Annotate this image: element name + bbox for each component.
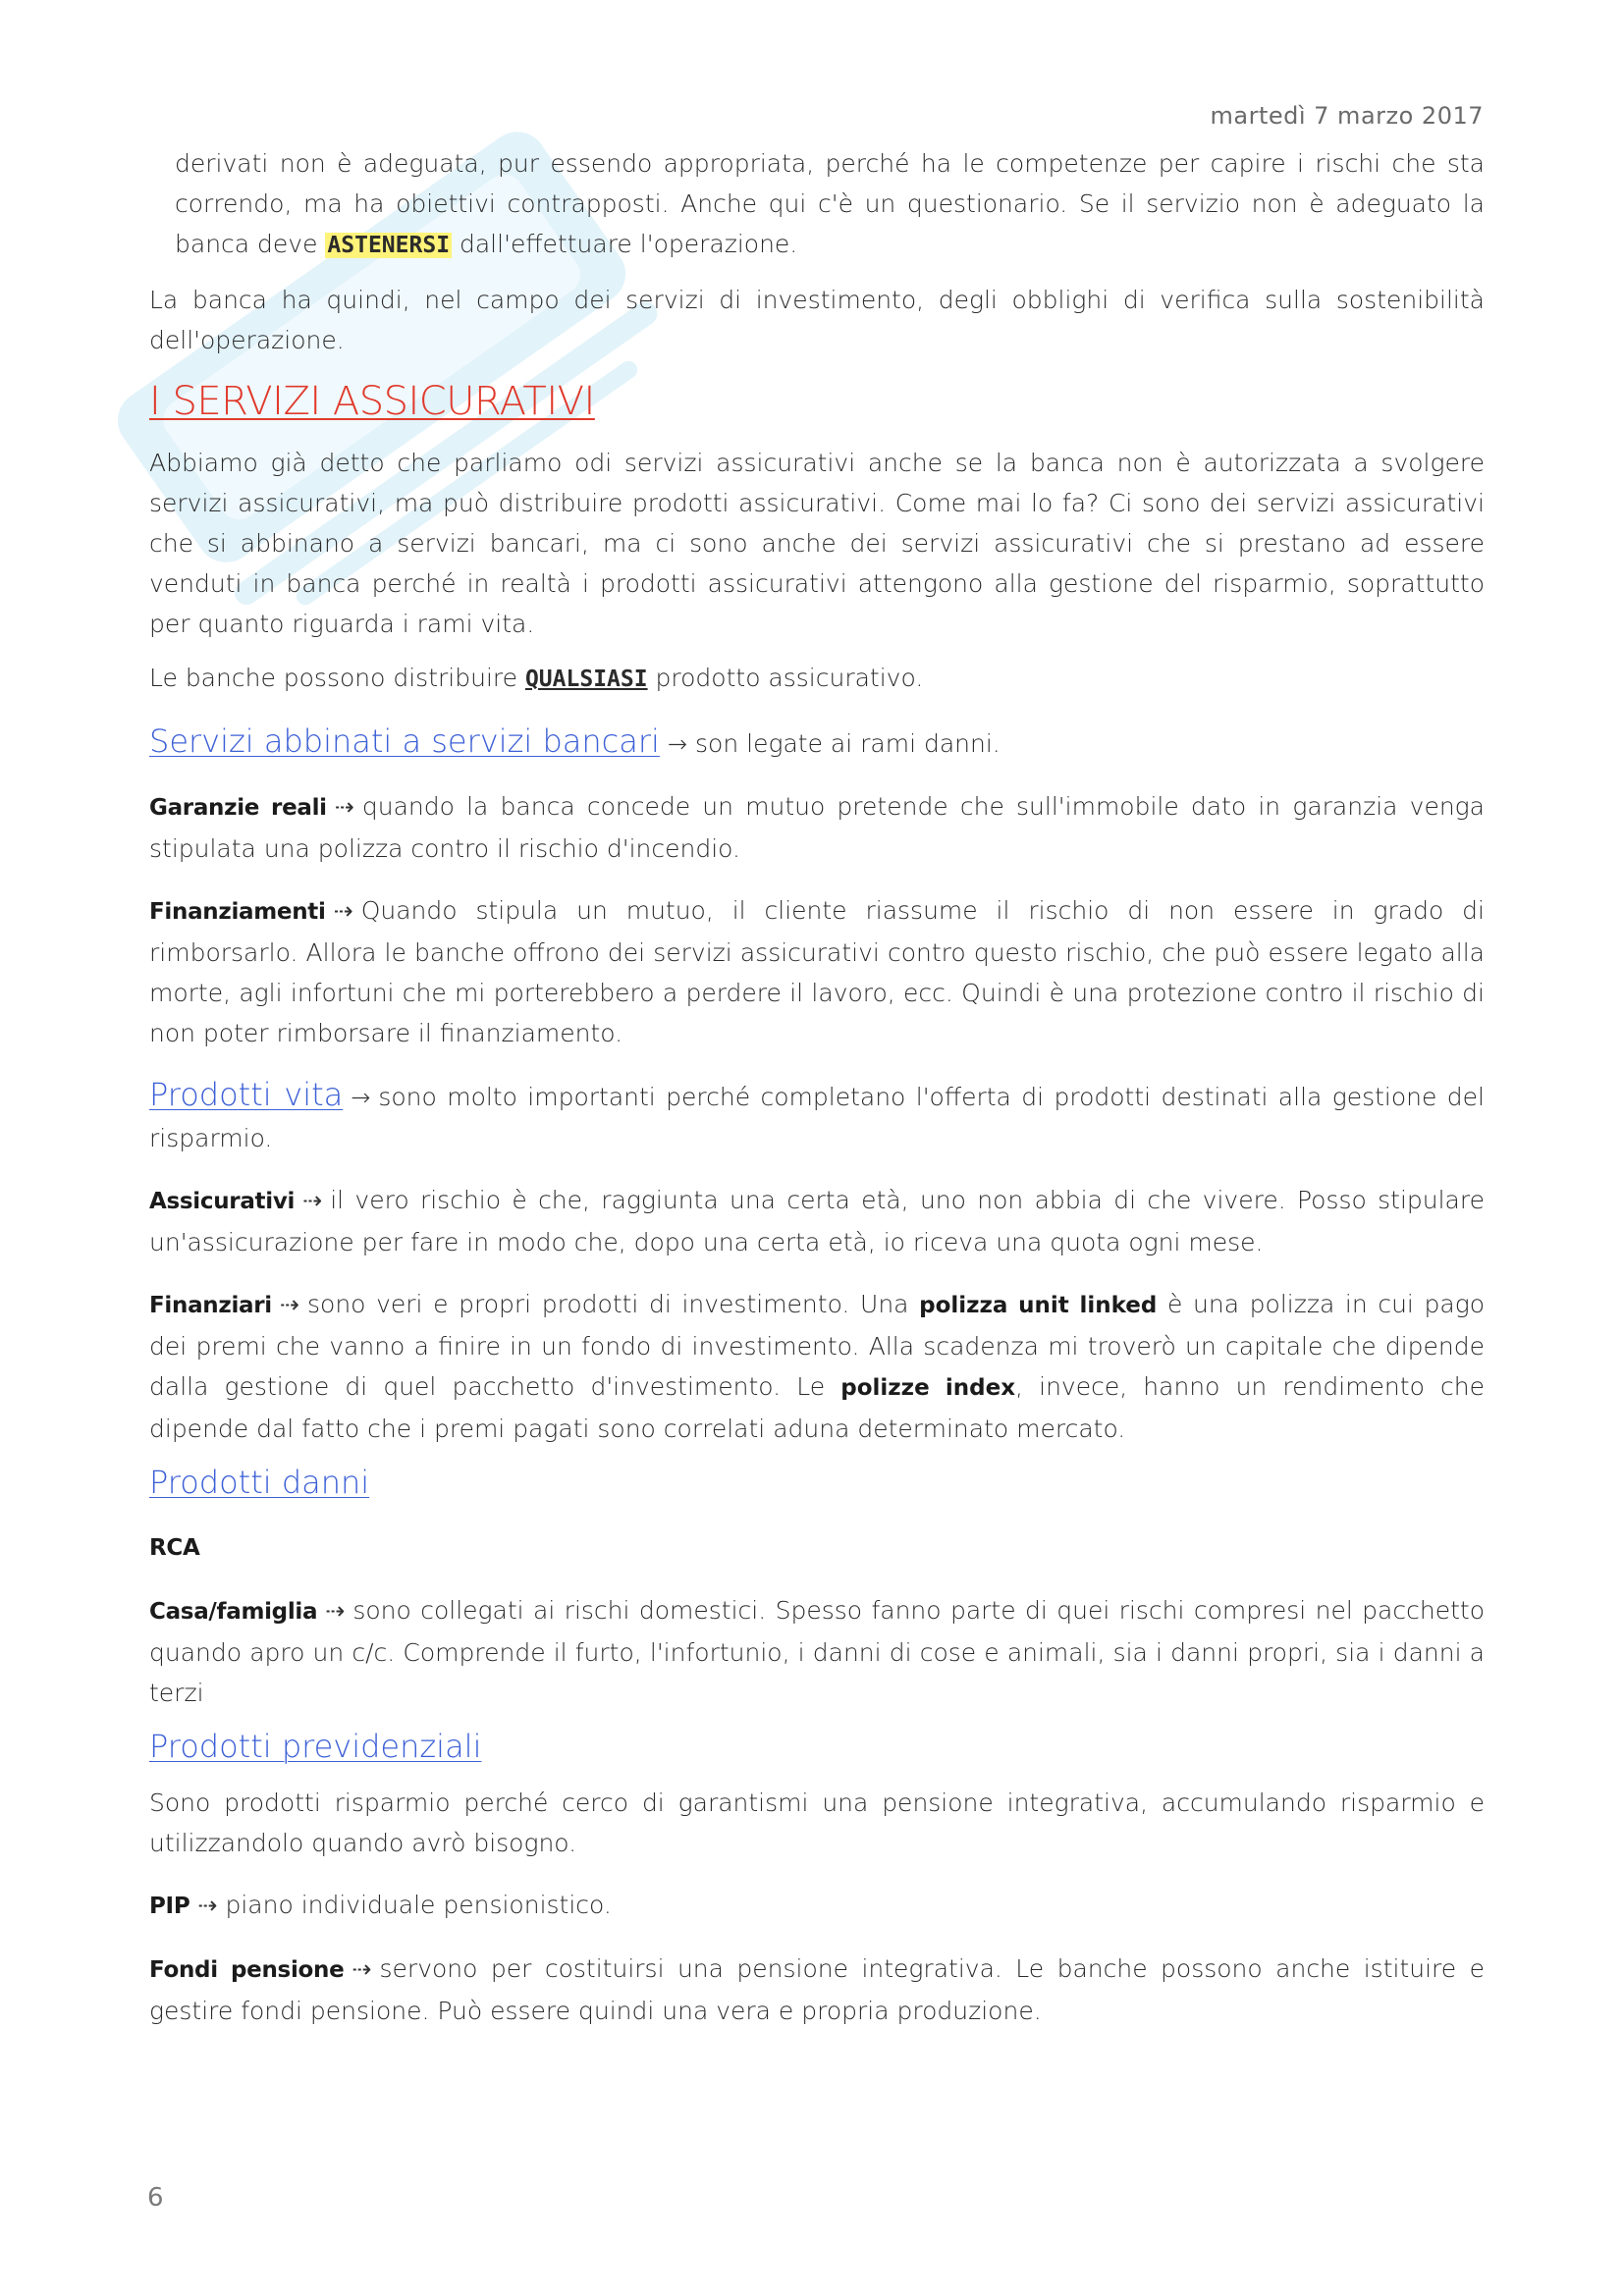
dashed-arrow-icon: ⇢: [197, 1892, 218, 1919]
finanziari-text-a: sono veri e propri prodotti di investimento. Una: [307, 1290, 920, 1318]
arrow-icon: →: [667, 730, 688, 758]
finanziamenti-text: Quando stipula un mutuo, il cliente riassume il rischio di non essere in grado di rimborsarlo. Allora le banche offrono dei servizi assicurativi contro questo rischio, che può essere legato alla morte, agli infortuni che mi porterebbero a perdere il lavoro, ecc. Quindi è una protezione contro il rischio di non poter rimborsare il finanziamento.: [149, 896, 1485, 1047]
casa-paragraph: [149, 1590, 1485, 1713]
abbinati-heading-line: [149, 721, 1485, 765]
subheading-abbinati: Servizi abbinati a servizi bancari: [149, 722, 660, 760]
previdenziali-heading-line: [149, 1727, 1485, 1769]
term-garanzie-reali: Garanzie reali: [149, 795, 327, 821]
fondi-text: servono per costituirsi una pensione integrativa. Le banche possono anche istituire e gestire fondi pensione. Può essere quindi una vera e propria produzione.: [149, 1954, 1485, 2025]
garanzie-paragraph: [149, 786, 1485, 869]
section-title: I SERVIZI ASSICURATIVI: [149, 379, 595, 424]
assicurativi-text: il vero rischio è che, raggiunta una certa età, uno non abbia di che vivere. Posso stipulare un'assicurazione per fare in modo che, dopo una certa età, io riceva una quota ogni mese.: [149, 1186, 1485, 1256]
term-casa-famiglia: Casa/famiglia: [149, 1599, 318, 1625]
finanziari-text-d: , invece, hanno un rendimento che dipende dal fatto che i premi pagati sono correlati aduna determinato mercato.: [149, 1372, 1485, 1443]
term-rca: RCA: [149, 1535, 200, 1561]
assicurativi-paragraph: [149, 1180, 1485, 1262]
dashed-arrow-icon: ⇢: [279, 1291, 299, 1318]
section-p2-text-b: prodotto assicurativo.: [647, 664, 924, 692]
previdenziali-paragraph: Sono prodotti risparmio perché cerco di garantismi una pensione integrativa, accumulando risparmio e utilizzandolo quando avrò bisogno.: [149, 1789, 1485, 1857]
intro-paragraph-2: La banca ha quindi, nel campo dei servizi di investimento, degli obblighi di verifica sulla sostenibilità dell'operazione.: [149, 286, 1485, 354]
term-unit-linked: polizza unit linked: [919, 1293, 1158, 1318]
subheading-prodotti-danni: Prodotti danni: [149, 1464, 370, 1501]
dashed-arrow-icon: ⇢: [352, 1955, 372, 1983]
term-pip: PIP: [149, 1894, 190, 1919]
page-number: 6: [147, 2183, 164, 2213]
pip-text: piano individuale pensionistico.: [225, 1891, 612, 1919]
arrow-icon: →: [351, 1084, 371, 1111]
emphasis-qualsiasi: QUALSIASI: [524, 667, 648, 692]
finanziari-text-c: è una polizza in cui pago dei premi che vanno a finire in un fondo di investimento. Alla scadenza mi troverò un capitale che dipende dalla gestione di quel pacchetto d'investimento. Le: [149, 1290, 1485, 1401]
finanziari-paragraph: [149, 1284, 1485, 1449]
fondi-paragraph: [149, 1949, 1485, 2031]
vita-desc: sono molto importanti perché completano l'offerta di prodotti destinati alla gestione del risparmio.: [149, 1083, 1485, 1152]
pip-paragraph: [149, 1885, 1485, 1927]
intro-text-b: dall'effettuare l'operazione.: [452, 230, 798, 258]
section-paragraph-2: [149, 658, 1485, 700]
vita-heading-line: [149, 1075, 1485, 1158]
term-assicurativi: Assicurativi: [149, 1189, 296, 1214]
term-polizze-index: polizze index: [840, 1375, 1016, 1401]
subheading-prodotti-previdenziali: Prodotti previdenziali: [149, 1728, 482, 1765]
intro-text-a: derivati non è adeguata, pur essendo appropriata, perché ha le competenze per capire i rischi che sta correndo, ma ha obiettivi contrapposti. Anche qui c'è un questionario. Se il servizio non è adeguato la banca deve: [175, 149, 1485, 258]
intro-paragraph-1: [149, 143, 1485, 266]
rca-line: [149, 1526, 1485, 1569]
term-fondi-pensione: Fondi pensione: [149, 1957, 345, 1983]
term-finanziamenti: Finanziamenti: [149, 899, 326, 925]
page-date: martedì 7 marzo 2017: [1210, 102, 1484, 130]
finanziamenti-paragraph: [149, 890, 1485, 1053]
term-finanziari: Finanziari: [149, 1293, 272, 1318]
dashed-arrow-icon: ⇢: [325, 1597, 346, 1625]
dashed-arrow-icon: ⇢: [334, 793, 354, 821]
dashed-arrow-icon: ⇢: [302, 1187, 323, 1214]
document-body: [149, 143, 1485, 2031]
dashed-arrow-icon: ⇢: [333, 897, 353, 925]
danni-heading-line: [149, 1463, 1485, 1505]
subheading-prodotti-vita: Prodotti vita: [149, 1076, 344, 1113]
casa-text: sono collegati ai rischi domestici. Spesso fanno parte di quei rischi compresi nel pacchetto quando apro un c/c. Comprende il furto, l'infortunio, i danni di cose e animali, sia i danni propri, sia i danni a terzi: [149, 1596, 1485, 1707]
highlight-astenersi: ASTENERSI: [327, 233, 451, 258]
garanzie-text: quando la banca concede un mutuo pretende che sull'immobile dato in garanzia venga stipulata una polizza contro il rischio d'incendio.: [149, 792, 1485, 863]
abbinati-desc: son legate ai rami danni.: [695, 729, 1001, 758]
section-paragraph-1: Abbiamo già detto che parliamo odi servizi assicurativi anche se la banca non è autorizzata a svolgere servizi assicurativi, ma può distribuire prodotti assicurativi. Come mai lo fa? Ci sono dei servizi assicurativi che si abbinano a servizi bancari, ma ci sono anche dei servizi assicurativi che si prestano ad essere venduti in banca perché in realtà i prodotti assicurativi attengono alla gestione del risparmio, soprattutto per quanto riguarda i rami vita.: [149, 449, 1485, 638]
section-p2-text-a: Le banche possono distribuire: [149, 664, 525, 692]
